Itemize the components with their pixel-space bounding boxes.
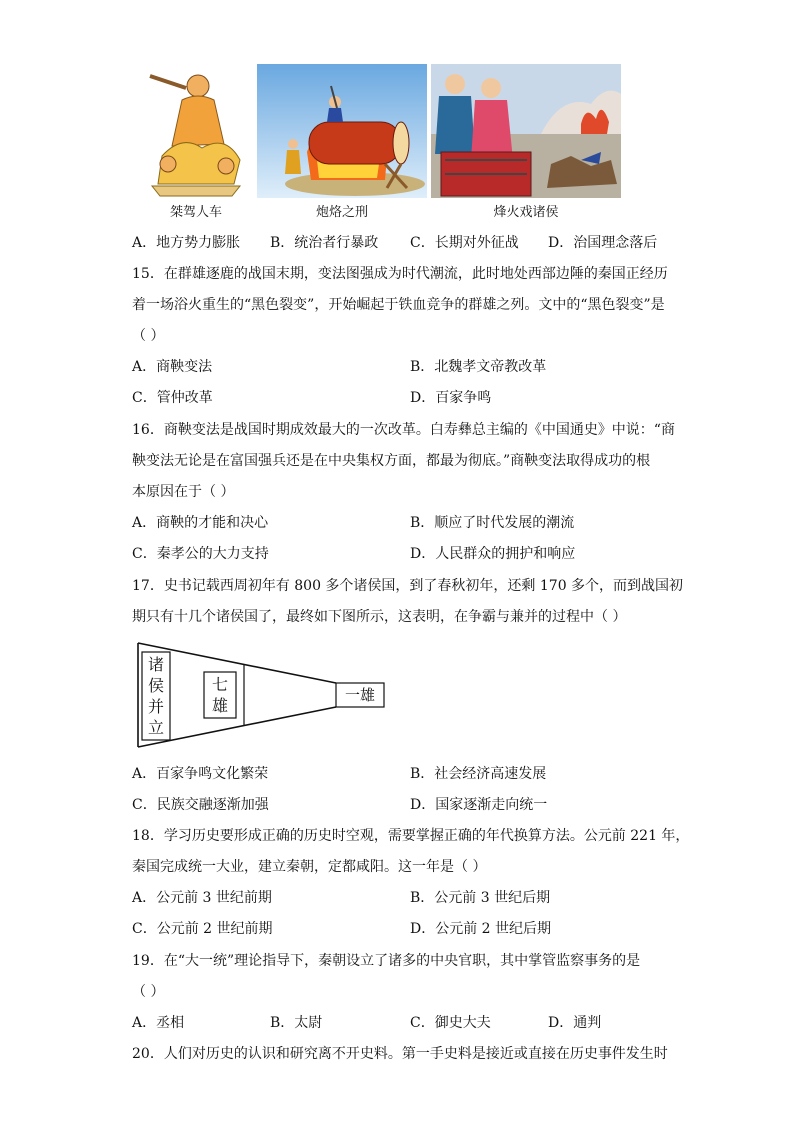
option-c[interactable]: C．管仲改革: [132, 390, 213, 406]
option-b[interactable]: B．顺应了时代发展的潮流: [410, 515, 575, 531]
question-text: 鞅变法无论是在富国强兵还是在中央集权方面，都最为彻底。”商鞅变法取得成功的根: [132, 453, 651, 469]
question-text: 着一场浴火重生的“黑色裂变”，开始崛起于铁血竞争的群雄之列。文中的“黑色裂变”是: [132, 297, 665, 313]
diagram-char: 并: [147, 697, 164, 716]
option-d[interactable]: D．人民群众的拥护和响应: [410, 546, 576, 562]
question-text: 16．商鞅变法是战国时期成效最大的一次改革。白寿彝总主编的《中国通史》中说：“商: [132, 422, 675, 438]
option-b[interactable]: B．太尉: [270, 1015, 323, 1031]
option-d[interactable]: D．百家争鸣: [410, 390, 492, 406]
image-fire-drum-torture: [257, 64, 427, 198]
question-text: 20．人们对历史的认识和研究离不开史料。第一手史料是接近或直接在历史事件发生时: [132, 1046, 668, 1062]
option-c[interactable]: C．御史大夫: [410, 1015, 491, 1031]
option-d[interactable]: D．公元前 2 世纪后期: [410, 921, 552, 937]
option-d[interactable]: D．通判: [548, 1015, 602, 1031]
image-king-riding-people: [142, 64, 250, 198]
question-text: 19．在“大一统”理论指导下，秦朝设立了诸多的中央官职，其中掌管监察事务的是: [132, 953, 641, 969]
diagram-right-label: 一雄: [344, 686, 375, 704]
diagram-char: 七: [211, 675, 228, 694]
option-c[interactable]: C．长期对外征战: [410, 235, 519, 251]
question-text: （ ）: [132, 328, 165, 344]
beacon-fire-icon: [431, 64, 621, 198]
question-text: 15．在群雄逐鹿的战国末期，变法图强成为时代潮流，此时地处西部边陲的秦国正经历: [132, 266, 668, 282]
diagram-char: 侯: [147, 676, 164, 695]
question-text: （ ）: [132, 984, 165, 1000]
image-caption: 烽火戏诸侯: [493, 205, 559, 220]
option-c[interactable]: C．民族交融逐渐加强: [132, 797, 269, 813]
option-b[interactable]: B．社会经济高速发展: [410, 766, 547, 782]
option-a[interactable]: A．公元前 3 世纪前期: [132, 890, 272, 906]
image-caption: 炮烙之刑: [315, 205, 368, 220]
image-caption: 桀驾人车: [169, 205, 222, 220]
question-text: 17．史书记载西周初年有 800 多个诸侯国，到了春秋初年，还剩 170 多个，而到战国初: [132, 578, 684, 594]
option-a[interactable]: A．地方势力膨胀: [132, 235, 241, 251]
king-riding-people-icon: [142, 64, 250, 198]
diagram-char: 诸: [147, 655, 164, 674]
question-text: 本原因在于（ ）: [132, 484, 235, 500]
diagram-left-label: [144, 654, 168, 738]
option-a[interactable]: A．百家争鸣文化繁荣: [132, 766, 269, 782]
question-text: 期只有十几个诸侯国了，最终如下图所示，这表明，在争霸与兼并的过程中（ ）: [132, 609, 627, 625]
option-c[interactable]: C．公元前 2 世纪前期: [132, 921, 273, 937]
option-b[interactable]: B．公元前 3 世纪后期: [410, 890, 551, 906]
option-a[interactable]: A．丞相: [132, 1015, 185, 1031]
option-d[interactable]: D．治国理念落后: [548, 235, 658, 251]
option-c[interactable]: C．秦孝公的大力支持: [132, 546, 269, 562]
option-d[interactable]: D．国家逐渐走向统一: [410, 797, 548, 813]
diagram-char: 雄: [211, 696, 228, 715]
question-text: 18．学习历史要形成正确的历史时空观，需要掌握正确的年代换算方法。公元前 221 年，: [132, 828, 690, 844]
unification-funnel-diagram: [136, 640, 386, 750]
option-b[interactable]: B．统治者行暴政: [270, 235, 379, 251]
diagram-char: 立: [147, 718, 164, 737]
fire-drum-torture-icon: [257, 64, 427, 198]
question-text: 秦国完成统一大业，建立秦朝，定都咸阳。这一年是（ ）: [132, 859, 487, 875]
diagram-middle-label: [206, 674, 234, 716]
option-a[interactable]: A．商鞅的才能和决心: [132, 515, 269, 531]
option-a[interactable]: A．商鞅变法: [132, 359, 213, 375]
option-b[interactable]: B．北魏孝文帝教改革: [410, 359, 547, 375]
image-beacon-fire: [431, 64, 621, 198]
